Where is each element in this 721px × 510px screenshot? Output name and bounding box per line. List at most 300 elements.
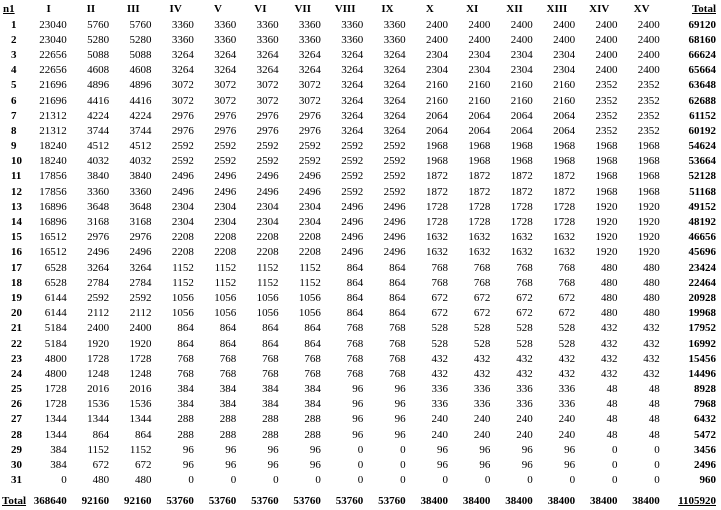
table-cell: 2976 bbox=[298, 124, 321, 137]
row-total: 61152 bbox=[689, 109, 716, 122]
table-cell: 4512 bbox=[129, 140, 152, 153]
table-cell: 2064 bbox=[426, 124, 448, 137]
table-cell: 18240 bbox=[39, 155, 67, 168]
table-cell: 96 bbox=[182, 459, 194, 472]
table-cell: 288 bbox=[219, 413, 237, 426]
table-cell: 1728 bbox=[426, 200, 448, 213]
table-cell: 0 bbox=[654, 459, 660, 472]
table-cell: 96 bbox=[267, 443, 279, 456]
table-cell: 16512 bbox=[39, 246, 67, 259]
table-cell: 0 bbox=[611, 474, 618, 487]
row-number: 10 bbox=[11, 155, 22, 168]
table-row bbox=[2, 427, 719, 442]
table-cell: 96 bbox=[479, 443, 491, 456]
table-cell: 3264 bbox=[214, 48, 237, 61]
table-cell: 3072 bbox=[171, 94, 194, 107]
table-cell: 2400 bbox=[468, 33, 491, 46]
table-cell: 864 bbox=[134, 428, 152, 441]
table-cell: 3264 bbox=[383, 48, 406, 61]
row-total: 16992 bbox=[688, 337, 716, 350]
table-cell: 5184 bbox=[44, 322, 67, 335]
table-cell: 2496 bbox=[341, 246, 364, 259]
table-cell: 432 bbox=[643, 352, 660, 365]
row-total: 46656 bbox=[688, 231, 716, 244]
table-cell: 2400 bbox=[595, 18, 618, 31]
table-cell: 5088 bbox=[129, 48, 152, 61]
table-cell: 1920 bbox=[129, 337, 152, 350]
table-cell: 768 bbox=[431, 276, 448, 289]
table-cell: 768 bbox=[262, 367, 279, 380]
table-cell: 3264 bbox=[383, 64, 406, 77]
table-cell: 240 bbox=[516, 428, 533, 441]
column-total: 53760 bbox=[378, 494, 406, 507]
table-cell: 672 bbox=[134, 459, 152, 472]
table-cell: 1968 bbox=[510, 140, 533, 153]
table-cell: 96 bbox=[352, 383, 364, 396]
table-cell: 240 bbox=[558, 428, 576, 441]
table-cell: 5184 bbox=[44, 337, 67, 350]
table-cell: 768 bbox=[219, 367, 237, 380]
row-total: 5472 bbox=[694, 428, 716, 441]
table-cell: 528 bbox=[431, 322, 448, 335]
column-total: 53760 bbox=[335, 494, 364, 507]
table-cell: 2304 bbox=[298, 200, 321, 213]
table-cell: 2592 bbox=[214, 140, 237, 153]
table-cell: 48 bbox=[648, 428, 660, 441]
table-cell: 432 bbox=[600, 367, 618, 380]
table-cell: 2304 bbox=[468, 64, 491, 77]
table-cell: 2160 bbox=[468, 79, 491, 92]
table-cell: 2400 bbox=[553, 33, 576, 46]
table-cell: 768 bbox=[516, 276, 533, 289]
table-cell: 2496 bbox=[298, 185, 321, 198]
table-cell: 0 bbox=[400, 474, 406, 487]
row-total: 3456 bbox=[694, 443, 716, 456]
table-cell: 2592 bbox=[341, 185, 364, 198]
table-cell: 1968 bbox=[637, 185, 660, 198]
table-cell: 1152 bbox=[129, 443, 152, 456]
table-cell: 3360 bbox=[129, 185, 152, 198]
row-total: 62688 bbox=[688, 94, 716, 107]
table-cell: 2208 bbox=[256, 246, 279, 259]
table-cell: 2592 bbox=[256, 140, 279, 153]
footer-label: Total bbox=[2, 494, 27, 507]
row-number: 19 bbox=[11, 291, 22, 304]
table-cell: 2592 bbox=[341, 140, 364, 153]
table-cell: 528 bbox=[516, 337, 533, 350]
table-row bbox=[2, 321, 719, 336]
table-cell: 0 bbox=[230, 474, 237, 487]
table-row bbox=[2, 93, 719, 108]
table-cell: 0 bbox=[400, 443, 406, 456]
table-cell: 2304 bbox=[468, 48, 491, 61]
table-cell: 1728 bbox=[426, 216, 448, 229]
row-total: 6432 bbox=[694, 413, 716, 426]
table-cell: 672 bbox=[558, 291, 576, 304]
table-cell: 96 bbox=[352, 428, 364, 441]
table-cell: 2976 bbox=[171, 124, 194, 137]
table-cell: 96 bbox=[521, 459, 533, 472]
table-cell: 1872 bbox=[510, 185, 533, 198]
table-cell: 1152 bbox=[172, 276, 194, 289]
column-header: VIII bbox=[334, 3, 356, 15]
table-cell: 1248 bbox=[87, 367, 110, 380]
table-cell: 4224 bbox=[129, 109, 152, 122]
table-cell: 288 bbox=[304, 428, 321, 441]
table-cell: 96 bbox=[394, 413, 406, 426]
table-cell: 1920 bbox=[637, 200, 660, 213]
table-cell: 96 bbox=[521, 443, 533, 456]
table-row bbox=[2, 17, 719, 32]
table-cell: 96 bbox=[394, 428, 406, 441]
table-cell: 432 bbox=[431, 367, 448, 380]
table-cell: 1872 bbox=[426, 185, 448, 198]
header-n-label: n1 bbox=[3, 3, 15, 15]
table-cell: 1536 bbox=[129, 398, 152, 411]
table-cell: 1872 bbox=[468, 185, 491, 198]
table-cell: 0 bbox=[357, 443, 364, 456]
table-cell: 2976 bbox=[298, 109, 321, 122]
table-cell: 336 bbox=[431, 398, 448, 411]
table-cell: 864 bbox=[346, 307, 364, 320]
table-cell: 2496 bbox=[171, 170, 194, 183]
table-cell: 864 bbox=[389, 276, 406, 289]
table-cell: 1632 bbox=[510, 231, 533, 244]
table-cell: 288 bbox=[262, 428, 279, 441]
table-cell: 2976 bbox=[256, 109, 279, 122]
table-cell: 432 bbox=[558, 367, 576, 380]
table-cell: 2496 bbox=[383, 246, 406, 259]
table-cell: 1056 bbox=[298, 307, 321, 320]
row-number: 25 bbox=[11, 383, 22, 396]
table-cell: 288 bbox=[177, 428, 194, 441]
table-cell: 288 bbox=[219, 428, 237, 441]
table-cell: 2400 bbox=[468, 18, 491, 31]
row-total: 22464 bbox=[688, 276, 716, 289]
table-cell: 2160 bbox=[553, 94, 576, 107]
table-cell: 0 bbox=[654, 474, 660, 487]
table-cell: 1968 bbox=[637, 170, 660, 183]
table-row bbox=[2, 457, 719, 472]
table-cell: 2064 bbox=[553, 109, 576, 122]
table-cell: 2784 bbox=[87, 276, 110, 289]
table-cell: 1536 bbox=[87, 398, 110, 411]
row-total: 8928 bbox=[694, 383, 716, 396]
table-cell: 1056 bbox=[256, 307, 279, 320]
table-cell: 1872 bbox=[426, 170, 448, 183]
table-cell: 3264 bbox=[256, 64, 279, 77]
table-cell: 432 bbox=[600, 337, 618, 350]
row-number: 17 bbox=[11, 261, 22, 274]
column-total: 38400 bbox=[420, 494, 448, 507]
table-cell: 432 bbox=[600, 352, 618, 365]
row-total: 53664 bbox=[688, 155, 716, 168]
table-cell: 4608 bbox=[129, 64, 152, 77]
table-cell: 2016 bbox=[129, 383, 152, 396]
table-cell: 2160 bbox=[510, 94, 533, 107]
column-header: VI bbox=[254, 3, 267, 15]
row-total: 960 bbox=[699, 474, 716, 487]
table-cell: 672 bbox=[431, 291, 448, 304]
row-number: 26 bbox=[11, 398, 22, 411]
row-number: 11 bbox=[11, 170, 22, 183]
table-cell: 3264 bbox=[87, 261, 110, 274]
table-cell: 3264 bbox=[341, 124, 364, 137]
table-cell: 2784 bbox=[129, 276, 152, 289]
row-total: 19968 bbox=[688, 307, 716, 320]
table-cell: 2208 bbox=[171, 231, 194, 244]
table-cell: 2592 bbox=[129, 291, 152, 304]
row-total: 66624 bbox=[688, 48, 716, 61]
table-cell: 864 bbox=[262, 337, 279, 350]
row-total: 65664 bbox=[688, 64, 716, 77]
table-cell: 96 bbox=[309, 443, 321, 456]
table-cell: 864 bbox=[304, 337, 321, 350]
table-cell: 1920 bbox=[637, 246, 660, 259]
table-cell: 1728 bbox=[44, 398, 67, 411]
table-cell: 2400 bbox=[553, 18, 576, 31]
table-cell: 864 bbox=[389, 291, 406, 304]
row-total: 20928 bbox=[688, 291, 716, 304]
table-cell: 2352 bbox=[637, 124, 660, 137]
table-cell: 2400 bbox=[129, 322, 152, 335]
table-cell: 864 bbox=[346, 261, 364, 274]
column-total: 53760 bbox=[251, 494, 279, 507]
table-cell: 2496 bbox=[129, 246, 152, 259]
table-cell: 864 bbox=[177, 322, 194, 335]
table-cell: 1056 bbox=[256, 291, 279, 304]
table-cell: 864 bbox=[262, 322, 279, 335]
table-cell: 3168 bbox=[87, 216, 110, 229]
table-cell: 96 bbox=[394, 398, 406, 411]
table-cell: 3168 bbox=[129, 216, 152, 229]
table-cell: 21696 bbox=[39, 94, 67, 107]
row-number: 30 bbox=[11, 459, 22, 472]
table-cell: 1056 bbox=[171, 291, 194, 304]
table-cell: 6144 bbox=[44, 291, 67, 304]
table-cell: 432 bbox=[516, 367, 533, 380]
table-cell: 3360 bbox=[214, 18, 237, 31]
table-cell: 48 bbox=[648, 383, 660, 396]
table-cell: 1056 bbox=[214, 291, 237, 304]
table-cell: 96 bbox=[225, 443, 237, 456]
table-cell: 3264 bbox=[383, 94, 406, 107]
column-total: 38400 bbox=[505, 494, 533, 507]
table-cell: 2592 bbox=[341, 155, 364, 168]
table-cell: 2304 bbox=[256, 200, 279, 213]
table-cell: 48 bbox=[606, 383, 618, 396]
table-cell: 768 bbox=[262, 352, 279, 365]
table-cell: 5280 bbox=[129, 33, 152, 46]
table-cell: 864 bbox=[304, 322, 321, 335]
table-cell: 2976 bbox=[87, 231, 110, 244]
table-cell: 0 bbox=[611, 459, 618, 472]
table-cell: 2592 bbox=[383, 140, 406, 153]
table-cell: 1968 bbox=[637, 140, 660, 153]
table-cell: 96 bbox=[564, 459, 576, 472]
table-cell: 480 bbox=[134, 474, 152, 487]
data-table bbox=[2, 1, 719, 510]
table-cell: 2592 bbox=[298, 140, 321, 153]
table-cell: 336 bbox=[516, 383, 533, 396]
table-cell: 2976 bbox=[171, 109, 194, 122]
table-cell: 0 bbox=[400, 459, 406, 472]
table-cell: 2496 bbox=[383, 216, 406, 229]
table-cell: 2496 bbox=[341, 200, 364, 213]
table-cell: 5760 bbox=[129, 18, 152, 31]
table-cell: 3072 bbox=[256, 79, 279, 92]
table-cell: 96 bbox=[479, 459, 491, 472]
table-cell: 768 bbox=[304, 352, 321, 365]
table-cell: 16896 bbox=[39, 216, 67, 229]
table-cell: 432 bbox=[643, 322, 660, 335]
table-cell: 1632 bbox=[468, 246, 491, 259]
table-cell: 18240 bbox=[39, 140, 67, 153]
row-total: 68160 bbox=[688, 33, 716, 46]
row-number: 6 bbox=[11, 94, 17, 107]
table-cell: 2160 bbox=[426, 94, 448, 107]
table-cell: 1728 bbox=[468, 200, 491, 213]
table-cell: 768 bbox=[431, 261, 448, 274]
table-cell: 96 bbox=[352, 413, 364, 426]
table-cell: 528 bbox=[473, 337, 491, 350]
table-cell: 1152 bbox=[172, 261, 194, 274]
table-cell: 2976 bbox=[214, 109, 237, 122]
column-total: 53760 bbox=[208, 494, 237, 507]
table-cell: 1920 bbox=[595, 200, 618, 213]
table-row bbox=[2, 123, 719, 138]
table-cell: 528 bbox=[558, 337, 576, 350]
table-cell: 2304 bbox=[298, 216, 321, 229]
table-cell: 2304 bbox=[426, 48, 448, 61]
column-header: V bbox=[214, 3, 222, 15]
column-total: 92160 bbox=[123, 494, 152, 507]
table-cell: 3360 bbox=[298, 33, 321, 46]
table-cell: 2112 bbox=[129, 307, 152, 320]
table-cell: 1872 bbox=[468, 170, 491, 183]
table-cell: 2160 bbox=[468, 94, 491, 107]
table-cell: 1968 bbox=[595, 140, 618, 153]
table-cell: 2592 bbox=[383, 185, 406, 198]
table-cell: 3264 bbox=[298, 48, 321, 61]
table-cell: 1632 bbox=[426, 246, 448, 259]
table-cell: 2208 bbox=[298, 231, 321, 244]
table-cell: 240 bbox=[473, 413, 491, 426]
table-cell: 3360 bbox=[171, 18, 194, 31]
table-cell: 2400 bbox=[426, 33, 448, 46]
table-cell: 288 bbox=[177, 413, 194, 426]
table-cell: 1152 bbox=[87, 443, 110, 456]
table-cell: 3264 bbox=[298, 64, 321, 77]
table-cell: 3264 bbox=[341, 48, 364, 61]
table-row bbox=[2, 442, 719, 457]
table-cell: 2400 bbox=[510, 33, 533, 46]
table-cell: 864 bbox=[92, 428, 110, 441]
table-cell: 6528 bbox=[44, 276, 67, 289]
table-row bbox=[2, 78, 719, 93]
table-cell: 2400 bbox=[595, 64, 618, 77]
row-total: 49152 bbox=[688, 200, 716, 213]
table-cell: 2496 bbox=[341, 231, 364, 244]
table-cell: 3360 bbox=[298, 18, 321, 31]
row-total: 63648 bbox=[688, 79, 716, 92]
row-total: 17952 bbox=[688, 322, 716, 335]
table-cell: 3264 bbox=[341, 109, 364, 122]
table-cell: 2304 bbox=[171, 216, 194, 229]
table-cell: 768 bbox=[473, 276, 491, 289]
table-cell: 768 bbox=[389, 322, 406, 335]
table-cell: 2160 bbox=[426, 79, 448, 92]
table-cell: 96 bbox=[564, 443, 576, 456]
table-cell: 2592 bbox=[256, 155, 279, 168]
table-cell: 240 bbox=[431, 413, 448, 426]
table-cell: 2400 bbox=[637, 18, 660, 31]
table-cell: 384 bbox=[219, 398, 237, 411]
row-number: 29 bbox=[11, 443, 22, 456]
column-total: 53760 bbox=[293, 494, 321, 507]
table-cell: 3360 bbox=[87, 185, 110, 198]
table-cell: 3360 bbox=[341, 33, 364, 46]
table-cell: 2400 bbox=[426, 18, 448, 31]
row-total: 23424 bbox=[688, 261, 716, 274]
table-cell: 1728 bbox=[44, 383, 67, 396]
table-cell: 1632 bbox=[510, 246, 533, 259]
table-cell: 4032 bbox=[87, 155, 110, 168]
column-total: 38400 bbox=[632, 494, 660, 507]
table-cell: 1152 bbox=[214, 261, 237, 274]
table-cell: 0 bbox=[188, 474, 194, 487]
row-number: 4 bbox=[11, 64, 17, 77]
column-header: XII bbox=[506, 3, 523, 15]
table-row bbox=[2, 63, 719, 78]
row-total: 48192 bbox=[688, 216, 716, 229]
row-number: 22 bbox=[11, 337, 22, 350]
table-cell: 2304 bbox=[510, 64, 533, 77]
table-cell: 480 bbox=[643, 276, 660, 289]
table-cell: 3744 bbox=[87, 124, 110, 137]
column-header: III bbox=[126, 3, 140, 15]
table-cell: 0 bbox=[527, 474, 533, 487]
column-total: 53760 bbox=[166, 494, 194, 507]
table-cell: 0 bbox=[442, 474, 448, 487]
grand-total: 1105920 bbox=[678, 494, 716, 507]
table-cell: 768 bbox=[389, 337, 406, 350]
table-cell: 2592 bbox=[341, 170, 364, 183]
table-cell: 1728 bbox=[468, 216, 491, 229]
table-cell: 1968 bbox=[553, 155, 576, 168]
table-cell: 0 bbox=[654, 443, 660, 456]
table-cell: 2304 bbox=[553, 48, 576, 61]
table-cell: 768 bbox=[389, 367, 406, 380]
table-cell: 2064 bbox=[468, 109, 491, 122]
table-cell: 384 bbox=[177, 383, 194, 396]
column-header: I bbox=[46, 3, 51, 15]
table-cell: 2592 bbox=[383, 155, 406, 168]
table-cell: 1632 bbox=[553, 246, 576, 259]
table-cell: 2496 bbox=[214, 170, 237, 183]
table-cell: 384 bbox=[219, 383, 237, 396]
row-total: 54624 bbox=[688, 140, 716, 153]
table-cell: 2592 bbox=[298, 155, 321, 168]
table-cell: 0 bbox=[315, 474, 321, 487]
table-cell: 2400 bbox=[637, 64, 660, 77]
table-cell: 1968 bbox=[426, 140, 448, 153]
table-cell: 1056 bbox=[214, 307, 237, 320]
table-cell: 3072 bbox=[256, 94, 279, 107]
table-cell: 528 bbox=[516, 322, 533, 335]
table-cell: 3264 bbox=[383, 124, 406, 137]
table-cell: 672 bbox=[431, 307, 448, 320]
